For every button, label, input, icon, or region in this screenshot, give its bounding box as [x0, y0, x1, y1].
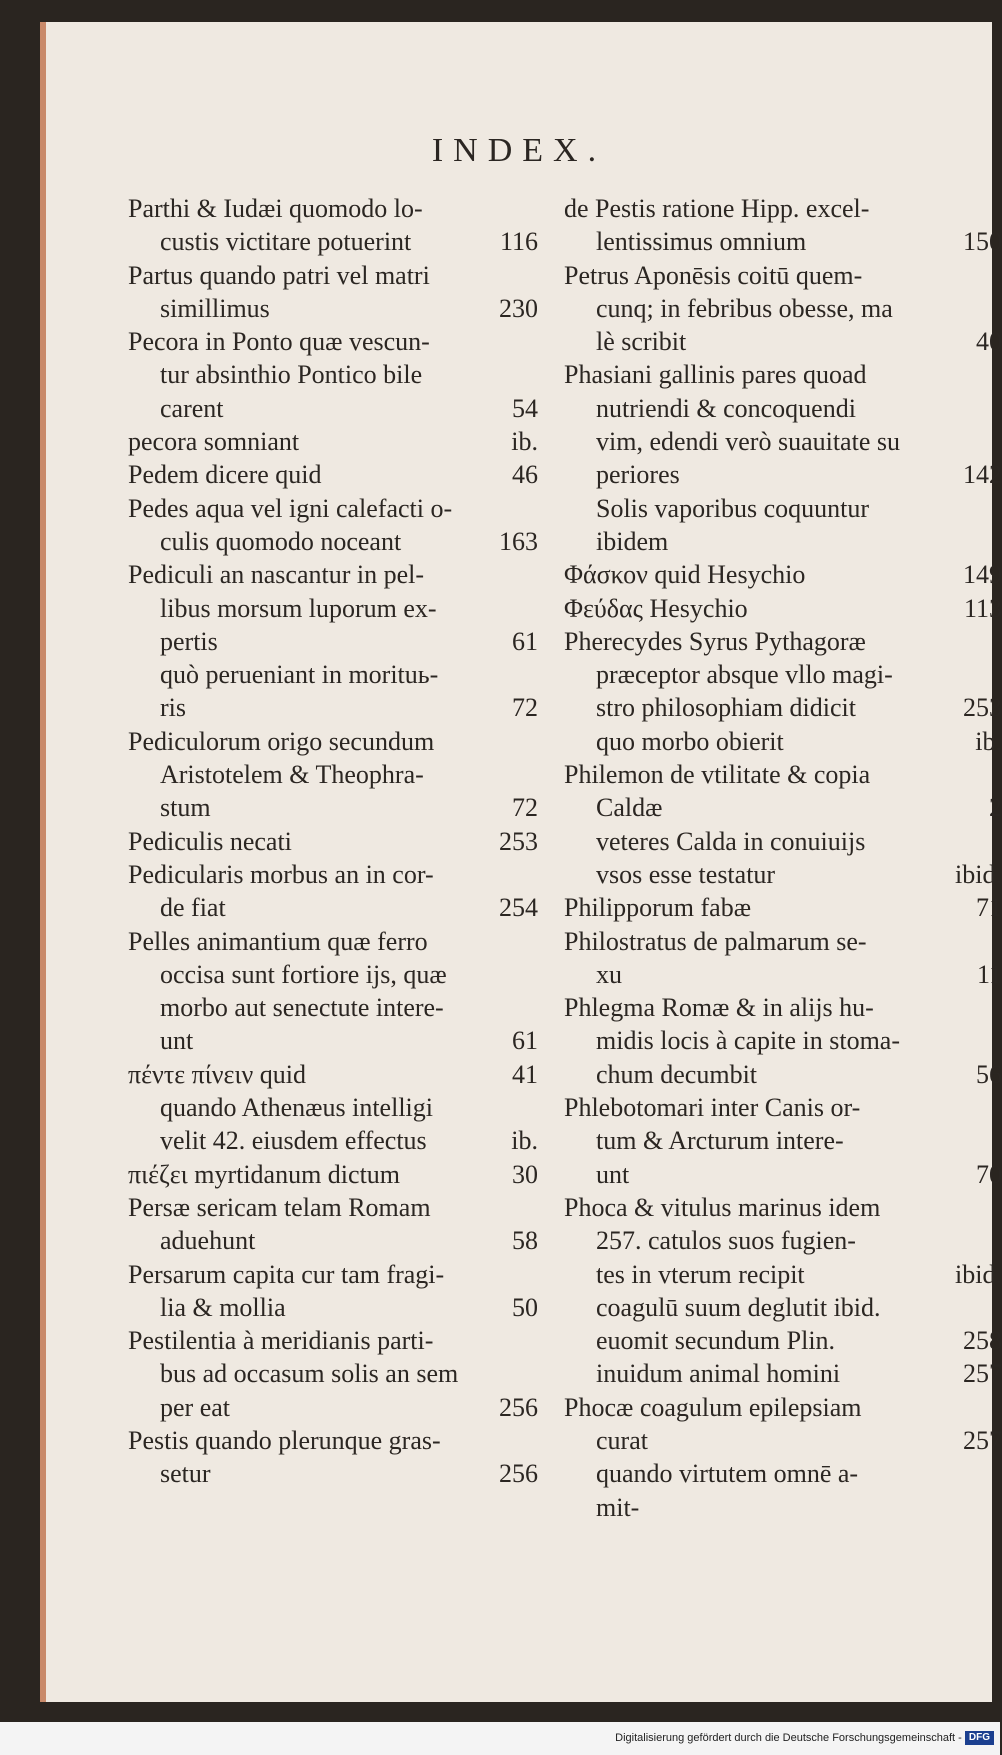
index-line: [564, 891, 1002, 924]
index-line: [128, 991, 538, 1024]
dfg-logo: DFG: [965, 1731, 994, 1745]
index-line: [564, 325, 1002, 358]
index-entry-text: carent: [160, 393, 224, 423]
page-reference: 142: [963, 460, 1002, 490]
index-line: [128, 358, 538, 391]
index-entry-text: pertis: [160, 626, 218, 656]
index-line: [564, 1191, 1002, 1224]
index-line: [564, 925, 1002, 958]
right-column: [564, 192, 1002, 1524]
index-entry-text: Pediculi an nascantur in pel-: [128, 560, 425, 590]
index-entry-text: Parthi & Iudæi quomodo lo-: [128, 194, 423, 223]
index-entry-text: coagulū suum deglutit ibid.: [596, 1292, 881, 1322]
index-entry-text: ris: [160, 693, 186, 723]
index-line: [564, 758, 1002, 791]
index-entry-text: Phoca & vitulus marinus idem: [564, 1192, 881, 1222]
index-line: [128, 791, 538, 824]
index-entry-text: lia & mollia: [160, 1292, 286, 1322]
index-entry-text: velit 42. eiusdem effectus: [160, 1126, 427, 1156]
index-entry-text: Philemon de vtilitate & copia: [564, 760, 871, 790]
index-line: [128, 525, 538, 558]
index-entry-text: Pediculis necati: [128, 826, 292, 856]
index-line: [128, 1291, 538, 1324]
index-entry-text: curat: [596, 1425, 648, 1455]
index-line: [128, 392, 538, 425]
index-line: [564, 1091, 1002, 1124]
index-entry-text: Philipporum fabæ: [564, 893, 752, 923]
index-line: [128, 1258, 538, 1291]
index-line: [564, 1258, 1002, 1291]
index-entry-text: midis locis à capite in stoma-: [596, 1026, 900, 1056]
index-line: [564, 1058, 1002, 1091]
page-reference: ibid.: [955, 859, 1002, 889]
index-entry-text: Aristotelem & Theophra-: [160, 760, 424, 790]
index-line: [128, 492, 538, 525]
index-line: [564, 358, 1002, 391]
index-entry-text: quo morbo obierit: [596, 726, 784, 756]
index-line: [128, 192, 538, 225]
index-line: [128, 1058, 538, 1091]
index-line: [564, 825, 1002, 858]
page-reference: 70: [976, 1159, 1002, 1189]
index-entry-text: bus ad occasum solis an sem: [160, 1359, 459, 1389]
index-line: [128, 292, 538, 325]
page-reference: 72: [512, 793, 538, 823]
index-entry-text: Pestilentia à meridianis parti-: [128, 1326, 434, 1356]
index-entry-text: simillimus: [160, 293, 270, 323]
index-line: [564, 1158, 1002, 1191]
page-reference: 30: [512, 1159, 538, 1189]
index-entry-text: tur absinthio Pontico bile: [160, 360, 423, 390]
page-reference: 257: [963, 1359, 1002, 1389]
index-entry-text: Pedem dicere quid: [128, 460, 322, 490]
index-line: [564, 791, 1002, 824]
index-entry-text: pecora somniant: [128, 427, 300, 457]
index-entry-text: Solis vaporibus coquuntur: [596, 493, 869, 523]
index-entry-text: ibidem: [596, 526, 669, 556]
index-entry-text: Phlegma Romæ & in alijs hu-: [564, 993, 874, 1023]
index-entry-text: chum decumbit: [596, 1059, 758, 1089]
page-reference: 54: [512, 393, 538, 423]
index-line: [564, 1391, 1002, 1424]
page-reference: 150: [963, 227, 1002, 257]
page-reference: 72: [512, 693, 538, 723]
index-entry-text: tum & Arcturum intere-: [596, 1126, 844, 1156]
index-line: [564, 192, 1002, 225]
index-entry-text: custis victitare potuerint: [160, 227, 412, 257]
index-line: [564, 725, 1002, 758]
index-line: [564, 492, 1002, 525]
index-line: [564, 1491, 1002, 1524]
page-reference: ib.: [511, 1126, 538, 1156]
index-entry-text: Phasiani gallinis pares quoad: [564, 360, 867, 390]
index-entry-text: vim, edendi verò suauitate su: [596, 427, 900, 457]
index-line: [128, 725, 538, 758]
index-line: [564, 458, 1002, 491]
index-entry-text: mit-: [596, 1492, 640, 1522]
page-reference: 11: [976, 959, 1002, 989]
index-line: [564, 392, 1002, 425]
index-entry-text: Pedicularis morbus an in cor-: [128, 859, 434, 889]
index-line: [128, 425, 538, 458]
page-reference: 256: [499, 1392, 538, 1422]
index-line: [128, 1024, 538, 1057]
index-entry-text: de Pestis ratione Hipp. excel-: [564, 194, 870, 223]
index-line: [128, 958, 538, 991]
page-reference: 71: [976, 893, 1002, 923]
index-line: [564, 1224, 1002, 1257]
index-entry-text: Philostratus de palmarum se-: [564, 926, 867, 956]
index-line: [128, 259, 538, 292]
index-line: [128, 225, 538, 258]
index-entry-text: πέντε πίνειν quid: [128, 1059, 306, 1089]
page-reference: 256: [499, 1459, 538, 1489]
index-entry-text: de fiat: [160, 893, 226, 923]
index-line: [564, 259, 1002, 292]
index-entry-text: inuidum animal homini: [596, 1359, 841, 1389]
index-entry-text: libus morsum luporum ex-: [160, 593, 437, 623]
index-line: [564, 292, 1002, 325]
index-line: [128, 325, 538, 358]
index-entry-text: Pherecydes Syrus Pythagoræ: [564, 626, 866, 656]
index-entry-text: Phocæ coagulum epilepsiam: [564, 1392, 862, 1422]
page-reference: 258: [963, 1326, 1002, 1356]
index-entry-text: stum: [160, 793, 211, 823]
index-line: [128, 825, 538, 858]
page-reference: 253: [963, 693, 1002, 723]
page-reference: 163: [499, 526, 538, 556]
index-entry-text: Pediculorum origo secundum: [128, 726, 435, 756]
index-line: [128, 625, 538, 658]
index-line: [564, 625, 1002, 658]
index-entry-text: Pedes aqua vel igni calefacti o-: [128, 493, 453, 523]
index-line: [564, 691, 1002, 724]
page-reference: 61: [512, 626, 538, 656]
index-entry-text: πιέζει myrtidanum dictum: [128, 1159, 401, 1189]
index-entry-text: veteres Calda in conuiuijs: [596, 826, 866, 856]
index-line: [564, 1357, 1002, 1390]
index-line: [564, 958, 1002, 991]
page-reference: ib.: [975, 726, 1002, 756]
index-entry-text: Φάσκον quid Hesychio: [564, 560, 806, 590]
page-reference: 56: [976, 1059, 1002, 1089]
index-line: [128, 758, 538, 791]
index-entry-text: occisa sunt fortiore ijs, quæ: [160, 959, 447, 989]
left-column: [128, 192, 538, 1491]
index-entry-text: quò perueniant in morituь-: [160, 660, 439, 690]
index-line: [564, 525, 1002, 558]
index-line: [564, 991, 1002, 1024]
index-line: [128, 925, 538, 958]
book-page: [40, 22, 1002, 1702]
index-entry-text: quando Athenæus intelligi: [160, 1093, 433, 1123]
footer-text: Digitalisierung gefördert durch die Deutsche Forschungsgemeinschaft -: [615, 1732, 962, 1744]
index-entry-text: per eat: [160, 1392, 231, 1422]
index-line: [128, 458, 538, 491]
index-entry-text: Pestis quando plerunque gras-: [128, 1425, 441, 1455]
page-reference: 40: [976, 327, 1002, 357]
index-line: [564, 658, 1002, 691]
index-line: [564, 858, 1002, 891]
page-reference: ib.: [511, 427, 538, 457]
index-line: [564, 225, 1002, 258]
index-entry-text: tes in vterum recipit: [596, 1259, 805, 1289]
index-line: [128, 1224, 538, 1257]
index-entry-text: Persarum capita cur tam fragi-: [128, 1259, 445, 1289]
index-entry-text: lè scribit: [596, 327, 687, 357]
index-line: [128, 1391, 538, 1424]
page-reference: 41: [512, 1059, 538, 1089]
index-line: [128, 558, 538, 591]
index-entry-text: nutriendi & concoquendi: [596, 393, 856, 423]
index-line: [564, 1324, 1002, 1357]
page-reference: 46: [512, 460, 538, 490]
index-line: [128, 1091, 538, 1124]
index-line: [564, 1457, 1002, 1490]
index-line: [128, 1158, 538, 1191]
index-entry-text: lentissimus omnium: [596, 227, 807, 257]
page-reference: 2: [989, 793, 1002, 823]
index-entry-text: setur: [160, 1459, 211, 1489]
index-line: [564, 1291, 1002, 1324]
index-line: [564, 1124, 1002, 1157]
page-reference: 257: [963, 1425, 1002, 1455]
index-line: [128, 1124, 538, 1157]
page-reference: 61: [512, 1026, 538, 1056]
page-reference: 50: [512, 1292, 538, 1322]
index-entry-text: Partus quando patri vel matri: [128, 260, 430, 290]
page-header: INDEX.: [431, 132, 607, 169]
index-line: [564, 592, 1002, 625]
index-line: [128, 1357, 538, 1390]
index-line: [564, 558, 1002, 591]
index-line: [128, 691, 538, 724]
page-reference: 113: [963, 593, 1002, 623]
index-entry-text: cunq; in febribus obesse, ma: [596, 293, 893, 323]
index-line: [128, 1324, 538, 1357]
index-line: [564, 1424, 1002, 1457]
page-reference: 149: [963, 560, 1002, 590]
index-entry-text: euomit secundum Plin.: [596, 1326, 836, 1356]
page-reference: 116: [499, 227, 538, 257]
index-line: [128, 858, 538, 891]
index-entry-text: unt: [160, 1026, 194, 1056]
index-line: [564, 425, 1002, 458]
index-line: [128, 1191, 538, 1224]
index-entry-text: Persæ sericam telam Romam: [128, 1192, 431, 1222]
digitization-footer: [0, 1722, 1000, 1755]
index-entry-text: Pelles animantium quæ ferro: [128, 926, 428, 956]
index-entry-text: 257. catulos suos fugien-: [596, 1226, 856, 1256]
index-entry-text: Φεύδας Hesychio: [564, 593, 748, 623]
index-line: [128, 1457, 538, 1490]
index-entry-text: Pecora in Ponto quæ vescun-: [128, 327, 430, 357]
index-entry-text: quando virtutem omnē a-: [596, 1459, 859, 1489]
index-entry-text: vsos esse testatur: [596, 859, 776, 889]
index-line: [128, 592, 538, 625]
index-entry-text: aduehunt: [160, 1226, 256, 1256]
index-entry-text: unt: [596, 1159, 630, 1189]
index-line: [128, 1424, 538, 1457]
page-reference: 254: [499, 893, 538, 923]
index-entry-text: Phlebotomari inter Canis or-: [564, 1093, 861, 1123]
index-entry-text: culis quomodo noceant: [160, 526, 402, 556]
index-entry-text: xu: [596, 959, 622, 989]
page-reference: ibid.: [955, 1259, 1002, 1289]
page-reference: 253: [499, 826, 538, 856]
index-entry-text: morbo aut senectute intere-: [160, 993, 444, 1023]
index-line: [128, 891, 538, 924]
index-entry-text: periores: [596, 460, 680, 490]
index-line: [128, 658, 538, 691]
index-line: [564, 1024, 1002, 1057]
index-entry-text: stro philosophiam didicit: [596, 693, 856, 723]
page-reference: 230: [499, 293, 538, 323]
page-reference: 58: [512, 1226, 538, 1256]
index-entry-text: Caldæ: [596, 793, 663, 823]
index-entry-text: præceptor absque vllo magi-: [596, 660, 893, 690]
index-entry-text: Petrus Aponēsis coitū quem-: [564, 260, 863, 290]
